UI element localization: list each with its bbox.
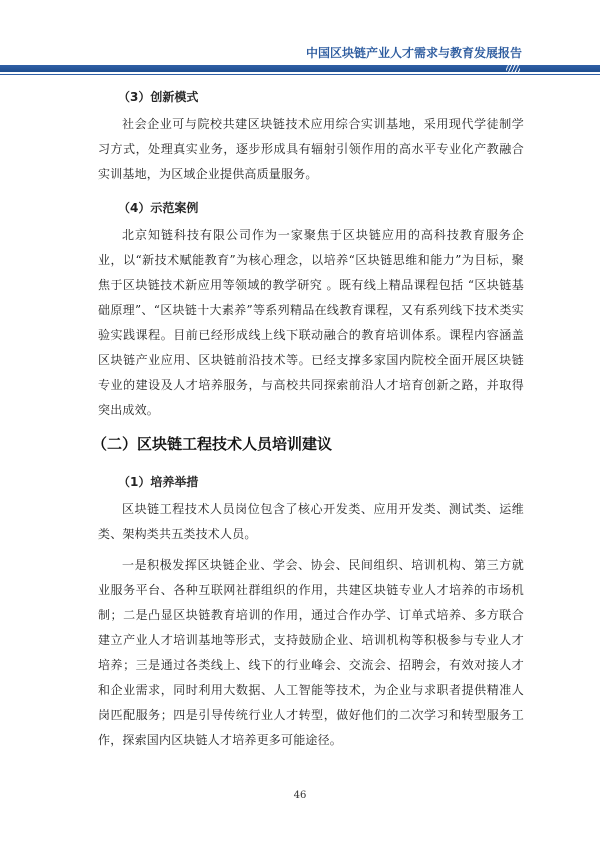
paragraph-roles: 区块链工程技术人员岗位包含了核心开发类、应用开发类、测试类、运维类、架构类共五类技术人员。 — [98, 502, 524, 541]
page-content — [92, 82, 524, 759]
paragraph-innovation-model: 社会企业可与院校共建区块链技术应用综合实训基地，采用现代学徒制学习方式，处理真实业务，逐步形成具有辐射引领作用的高水平专业化产教融合实训基地，为区域企业提供高质量服务。 — [98, 117, 524, 181]
report-header-title: 中国区块链产业人才需求与教育发展报告 — [305, 46, 522, 60]
subheading-training-measures: （1）培养举措 — [118, 475, 199, 489]
subheading-demo-case: （4）示范案例 — [118, 201, 199, 215]
header-divider-line — [0, 74, 600, 75]
header-slash-decoration — [506, 62, 520, 72]
paragraph-measures: 一是积极发挥区块链企业、学会、协会、民间组织、培训机构、第三方就业服务平台、各种互联网社群组织的作用，共建区块链专业人才培养的市场机制；二是凸显区块链教育培训的作用，通过合作办学、订单式培养、多方联合建立产业人才培训基地等形式，支持鼓励企业、培训机构等积极参与专业人才培养；三是通过各类线上、线下的行业峰会、交流会、招聘会，有效对接人才和企业需求，同时利用大数据、人工智能等技术，为企业与求职者提供精准人岗匹配服务；四是引导传统行业人才转型，做好他们的二次学习和转型服务工作，探索国内区块链人才培养更多可能途径。 — [98, 558, 524, 747]
paragraph-demo-case: 北京知链科技有限公司作为一家聚焦于区块链应用的高科技教育服务企业，以“新技术赋能教育”为核心理念，以培养“区块链思维和能力”为目标，聚焦于区块链技术新应用等领域的教学研究 。既有线上精品课程包括 “区块链基础原理”、“区块链十大素养”等系列精品在线教育课程，又有系列线下技术类实验实践课程。目前已经形成线上线下联动融合的教育培训体系。课程内容涵盖区块链产业应用、区块链前沿技术等。已经支撑多家国内院校全面开展区块链专业的建设及人才培养服务，与高校共同探索前沿人才培育创新之路，并取得突出成效。 — [98, 228, 524, 417]
page-number: 46 — [293, 790, 307, 801]
subheading-innovation-model: （3）创新模式 — [118, 90, 199, 104]
section-heading-training: （二）区块链工程技术人员培训建议 — [92, 435, 333, 453]
